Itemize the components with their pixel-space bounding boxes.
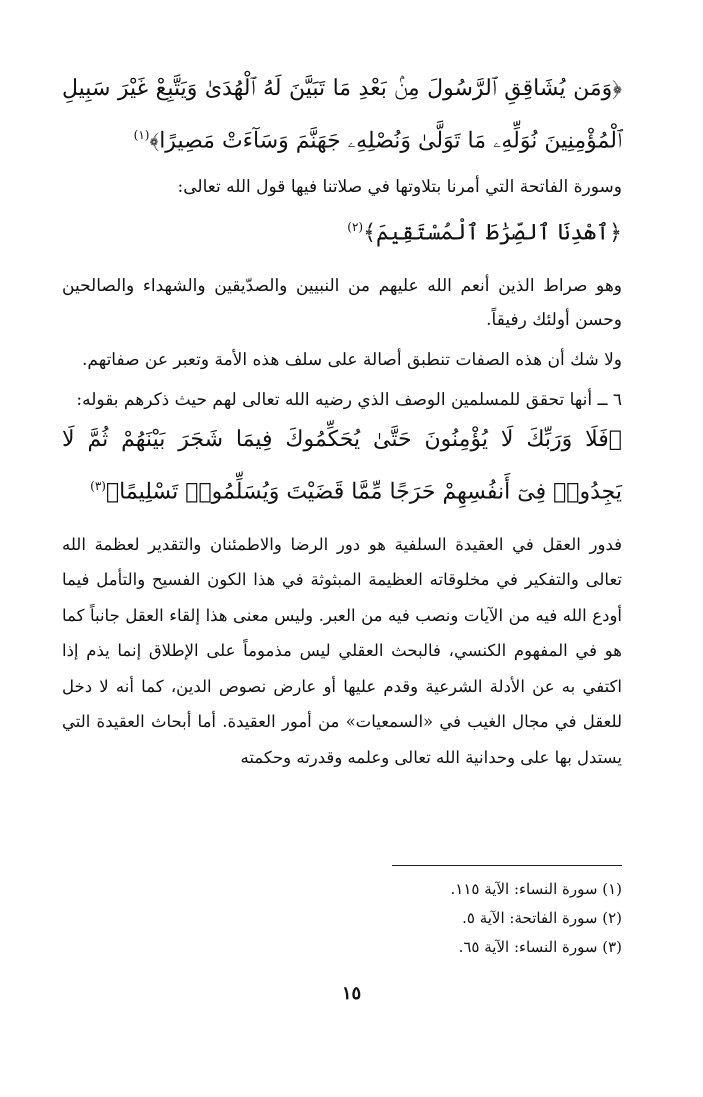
verse-text: ﴿ٱهْدِنَا ٱلصِّرَٰطَ ٱلْمُسْتَقِيمَ﴾ [363, 220, 622, 246]
paragraph-fatiha: وسورة الفاتحة التي أمرنا بتلاوتها في صلاتنا فيها قول الله تعالى: [177, 177, 622, 198]
quran-verse-3 [62, 417, 622, 515]
footnote-ref: (٢) [347, 220, 364, 235]
page-body [62, 66, 622, 775]
paragraph-reason-role: فدور العقل في العقيدة السلفية هو دور الرضا والاطمئنان والتقدير لعظمة الله تعالى والتفكير في مخلوقاته العظيمة المبثوثة في هذا الكون الفسيح والتأمل فيما أودع الله فيه من الآيات ونصب فيه من العبر. وليس معنى هذا إلقاء العقل جانباً كما هو في المفهوم الكنسي، فالبحث العقلي ليس مذموماً على الإطلاق إنما يذم إذا اكتفي به عن الأدلة الشرعية وقدم عليها أو عارض نصوص الدين، كما أنه لا دخل للعقل في مجال الغيب في «السمعيات» من أمور العقيدة. أما أبحاث العقيدة التي يستدل بها على وحدانية الله تعالى وعلمه وقدرته وحكمته [62, 534, 622, 767]
footnote-ref: (١) [133, 128, 150, 142]
verse-text: ﴿وَمَن يُشَاقِقِ ٱلرَّسُولَ مِنۢ بَعْدِ مَا تَبَيَّنَ لَهُ ٱلْهُدَىٰ وَيَتَّبِعْ غَيْرَ سَبِيلِ ٱلْمُؤْمِنِينَ نُوَلِّهِۦ مَا تَوَلَّىٰ وَنُصْلِهِۦ جَهَنَّمَ وَسَآءَتْ مَصِيرًا﴾ [62, 76, 622, 154]
footnote-ref: (٣) [90, 478, 106, 493]
paragraph-sirat: وهو صراط الذين أنعم الله عليهم من النبيين والصدّيقين والشهداء والصالحين وحسن أولئك رفيقاً. [62, 275, 622, 330]
verse-text: ﴿فَلَا وَرَبِّكَ لَا يُؤْمِنُونَ حَتَّىٰ يُحَكِّمُوكَ فِيمَا شَجَرَ بَيْنَهُمْ ثُمَّ لَا يَجِدُوا۟ فِىٓ أَنفُسِهِمْ حَرَجًا مِّمَّا قَضَيْتَ وَيُسَلِّمُوا۟ تَسْلِيمًا﴾ [62, 426, 622, 504]
footnote-divider [392, 865, 622, 866]
footnotes [62, 875, 622, 962]
footnote-3: (٣) سورة النساء: الآية ٦٥. [458, 938, 622, 956]
footnote-1: (١) سورة النساء: الآية ١١٥. [450, 880, 622, 898]
paragraph-salaf: ولا شك أن هذه الصفات تنطبق أصالة على سلف هذه الأمة وتعبر عن صفاتهم. [82, 349, 622, 370]
page-number: ١٥ [341, 983, 362, 1004]
quran-verse-1 [62, 66, 622, 164]
footnote-2: (٢) سورة الفاتحة: الآية ٥. [462, 909, 622, 927]
paragraph-point-six: ٦ ــ أنها تحقق للمسلمين الوصف الذي رضيه الله تعالى لهم حيث ذكرهم بقوله: [76, 389, 622, 410]
quran-verse-2 [62, 204, 622, 256]
